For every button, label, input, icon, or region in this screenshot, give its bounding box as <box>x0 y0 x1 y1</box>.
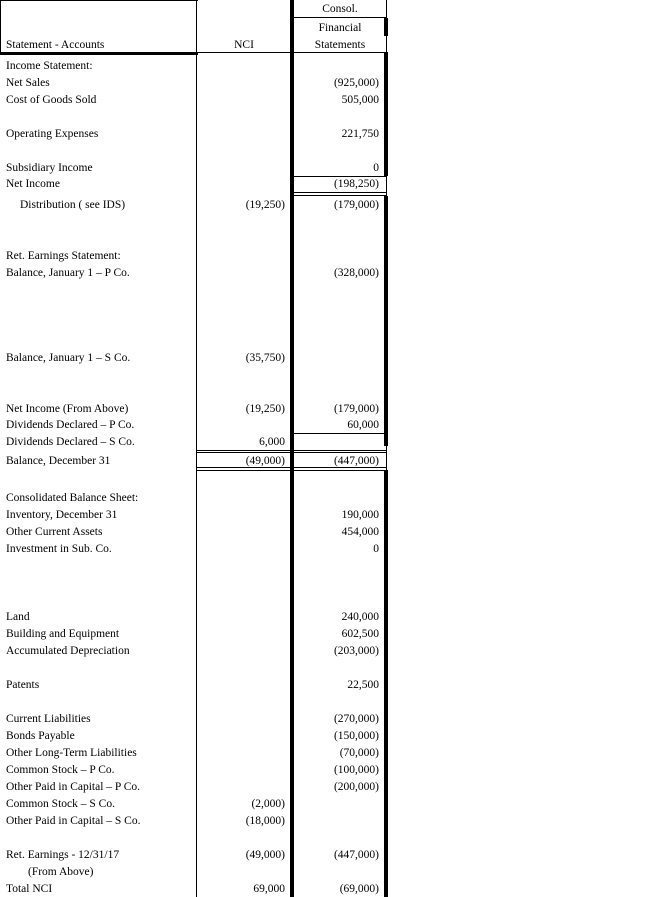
row-label: Net Income (From Above) <box>6 403 129 415</box>
balance-dec-bottom2 <box>196 470 387 471</box>
row-label: Operating Expenses <box>6 128 99 140</box>
balance-dec-top2 <box>196 452 387 453</box>
div-s-top <box>291 433 387 434</box>
row-label: Patents <box>6 679 40 691</box>
row-nci-value: (35,750) <box>245 352 285 364</box>
row-cfs-value: (447,000) <box>333 455 379 467</box>
row-cfs-value: (198,250) <box>333 178 379 190</box>
row-cfs-value: (150,000) <box>333 730 379 742</box>
cfs-right-thick-border-4 <box>384 470 388 897</box>
row-label: Subsidiary Income <box>6 162 93 174</box>
row-nci-value: (49,000) <box>245 849 285 861</box>
row-label: Balance, January 1 – P Co. <box>6 267 130 279</box>
row-label: Common Stock – S Co. <box>6 798 115 810</box>
header-nci: NCI <box>234 39 254 51</box>
row-label: Accumulated Depreciation <box>6 645 130 657</box>
header-divider <box>291 17 387 18</box>
row-cfs-value: (200,000) <box>333 781 379 793</box>
row-cfs-value: 60,000 <box>347 419 379 431</box>
row-cfs-value: 0 <box>373 543 379 555</box>
row-label: Dividends Declared – P Co. <box>6 419 135 431</box>
row-label: Current Liabilities <box>6 713 91 725</box>
nci-left-border <box>196 0 197 897</box>
row-label: Bonds Payable <box>6 730 75 742</box>
row-cfs-value: (925,000) <box>333 77 379 89</box>
header-cfs-line2: Financial <box>318 22 362 34</box>
row-nci-value: (2,000) <box>251 798 285 810</box>
row-label: Total NCI <box>6 883 53 895</box>
header-top-line <box>0 0 198 1</box>
left-header-border <box>0 0 1 52</box>
row-cfs-value: (70,000) <box>339 747 379 759</box>
row-label: Net Sales <box>6 77 50 89</box>
cfs-right-thick-border-2 <box>384 52 388 176</box>
row-label: Other Paid in Capital – S Co. <box>6 815 141 827</box>
row-nci-value: 69,000 <box>253 883 285 895</box>
row-cfs-value: 602,500 <box>341 628 379 640</box>
row-cfs-value: 0 <box>373 162 379 174</box>
balance-dec-top <box>196 450 387 451</box>
row-label: Ret. Earnings - 12/31/17 <box>6 849 120 861</box>
row-label: Land <box>6 611 30 623</box>
row-cfs-value: (179,000) <box>333 403 379 415</box>
row-cfs-value: (270,000) <box>333 713 379 725</box>
row-label: Balance, January 1 – S Co. <box>6 352 131 364</box>
row-cfs-value: 454,000 <box>341 526 379 538</box>
row-cfs-value: 240,000 <box>341 611 379 623</box>
header-bottom-thick <box>0 52 198 55</box>
row-cfs-value: (179,000) <box>333 199 379 211</box>
cfs-left-thick-border <box>290 0 294 897</box>
row-nci-value: (18,000) <box>245 815 285 827</box>
row-label: Ret. Earnings Statement: <box>6 250 121 262</box>
row-label: Net Income <box>6 178 60 190</box>
row-nci-value: (49,000) <box>245 455 285 467</box>
row-label: Building and Equipment <box>6 628 120 640</box>
header-bottom-cfs <box>291 52 387 53</box>
header-bottom-nci <box>196 52 292 53</box>
row-label: Other Current Assets <box>6 526 103 538</box>
row-label: Inventory, December 31 <box>6 509 118 521</box>
row-nci-value: (19,250) <box>245 199 285 211</box>
row-label: Cost of Goods Sold <box>6 94 97 106</box>
net-income-bottom-2 <box>291 195 387 196</box>
row-cfs-value: 221,750 <box>341 128 379 140</box>
header-cfs-line1: Consol. <box>322 3 358 15</box>
net-income-bottom <box>291 192 387 193</box>
row-label: Income Statement: <box>6 60 93 72</box>
row-label: Other Long-Term Liabilities <box>6 747 137 759</box>
row-label: Balance, December 31 <box>6 455 111 467</box>
row-cfs-value: 190,000 <box>341 509 379 521</box>
row-label: Dividends Declared – S Co. <box>6 436 135 448</box>
header-cfs-line3: Statements <box>314 39 366 51</box>
row-nci-value: 6,000 <box>259 436 285 448</box>
row-label: Investment in Sub. Co. <box>6 543 112 555</box>
row-cfs-value: 505,000 <box>341 94 379 106</box>
row-label: Other Paid in Capital – P Co. <box>6 781 141 793</box>
cfs-right-thick-border-3 <box>384 196 388 446</box>
row-cfs-value: (328,000) <box>333 267 379 279</box>
header-statement-accounts: Statement - Accounts <box>6 39 105 51</box>
row-label: (From Above) <box>28 866 94 878</box>
row-cfs-value: (447,000) <box>333 849 379 861</box>
row-cfs-value: (69,000) <box>339 883 379 895</box>
row-cfs-value: (203,000) <box>333 645 379 657</box>
row-label: Consolidated Balance Sheet: <box>6 492 139 504</box>
row-nci-value: (19,250) <box>245 403 285 415</box>
row-label: Common Stock – P Co. <box>6 764 115 776</box>
row-cfs-value: (100,000) <box>333 764 379 776</box>
row-label: Distribution ( see IDS) <box>20 199 126 211</box>
row-cfs-value: 22,500 <box>347 679 379 691</box>
